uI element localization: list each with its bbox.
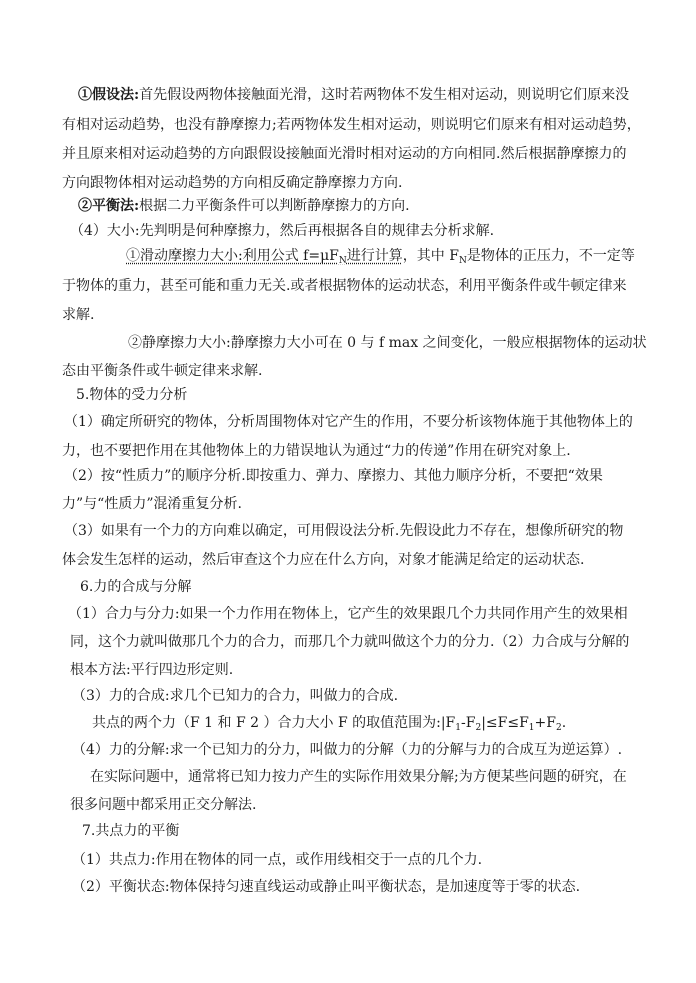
assumption-method-line-2: 有相对运动趋势，也没有静摩擦力;若两物体发生相对运动，则说明它们原来有相对运动趋势， [62, 117, 641, 133]
section-5-line-3: （2）按“性质力”的顺序分析.即按重力、弹力、摩擦力、其他力顺序分析，不要把“效果 [64, 468, 603, 484]
balance-method-text: 根据二力平衡条件可以判断静摩擦力的方向. [139, 198, 410, 214]
static-friction-line-2: 态由平衡条件或牛顿定律来求解. [62, 363, 263, 379]
section-7-line-2: （2）平衡状态:物体保持匀速直线运动或静止叫平衡状态，是加速度等于零的状态. [72, 879, 581, 895]
section-5-line-1: （1）确定所研究的物体，分析周围物体对它产生的作用，不要分析该物体施于其他物体上的 [64, 414, 633, 430]
section-6-line-4: （3）力的合成:求几个已知力的合力，叫做力的合成. [72, 688, 399, 704]
balance-method-line [78, 197, 410, 215]
sliding-friction-formula: ①滑动摩擦力大小:利用公式 $f=\mu F_N$进行计算 [126, 248, 403, 266]
section-5-line-5: （3）如果有一个力的方向难以确定，可用假设法分析.先假设此力不存在，想像所研究的物 [64, 523, 624, 539]
balance-method-label: ②平衡法: [78, 198, 140, 214]
section-5-line-4: 力”与“性质力”混淆重复分析. [62, 496, 242, 512]
section-6-line-1: （1）合力与分力:如果一个力作用在物体上，它产生的效果跟几个力共同作用产生的效果相 [68, 606, 628, 622]
sliding-friction-line-1: ①滑动摩擦力大小:利用公式 $f=\mu F_N$进行计算，其中 $F_N$是物体的正压力，不一定等 [126, 248, 635, 266]
assumption-method-line-4: 方向跟物体相对运动趋势的方向相反确定静摩擦力方向. [62, 175, 403, 191]
section-6-line-8: 很多问题中都采用正交分解法. [70, 797, 257, 813]
section-6-line-7: 在实际问题中，通常将已知力按力产生的实际作用效果分解;为方便某些问题的研究，在 [90, 769, 627, 785]
section-5-title: 5.物体的受力分析 [76, 387, 188, 403]
section-6-line-5: 共点的两个力（F 1 和 F 2 ）合力大小 F 的取值范围为$:|F_1-F_2|\le F\le F_1+F_2$. [92, 715, 567, 733]
assumption-method-label: ①假设法: [78, 87, 140, 103]
sliding-friction-line-2: 于物体的重力，甚至可能和重力无关.或者根据物体的运动状态，利用平衡条件或牛顿定律来 [62, 278, 627, 294]
assumption-method-line-3: 并且原来相对运动趋势的方向跟假设接触面光滑时相对运动的方向相同.然后根据静摩擦力的 [62, 146, 627, 162]
sliding-friction-line-3: 求解. [62, 307, 95, 323]
assumption-method-text: 首先假设两物体接触面光滑，这时若两物体不发生相对运动，则说明它们原来没 [139, 87, 630, 103]
section-7-line-1: （1）共点力:作用在物体的同一点，或作用线相交于一点的几个力. [72, 852, 483, 868]
size-heading: （4）大小:先判明是何种摩擦力，然后再根据各自的规律去分析求解. [70, 223, 495, 239]
assumption-method-line-1 [78, 86, 629, 104]
section-5-line-6: 体会发生怎样的运动，然后审查这个力应在什么方向，对象才能满足给定的运动状态. [62, 552, 585, 568]
section-6-title: 6.力的合成与分解 [80, 579, 192, 595]
section-6-line-2: 同，这个力就叫做那几个力的合力，而那几个力就叫做这个力的分力.（2）力合成与分解的 [70, 634, 630, 650]
section-7-title: 7.共点力的平衡 [82, 823, 180, 839]
static-friction-line-1: ②静摩擦力大小:静摩擦力大小可在 0 与 f max 之间变化，一般应根据物体的运动状 [128, 335, 647, 351]
section-6-line-6: （4）力的分解:求一个已知力的分力，叫做力的分解（力的分解与力的合成互为逆运算）. [72, 742, 623, 758]
section-6-line-3: 根本方法:平行四边形定则. [70, 662, 234, 678]
section-5-line-2: 力，也不要把作用在其他物体上的力错误地认为通过“力的传递”作用在研究对象上. [62, 443, 571, 459]
